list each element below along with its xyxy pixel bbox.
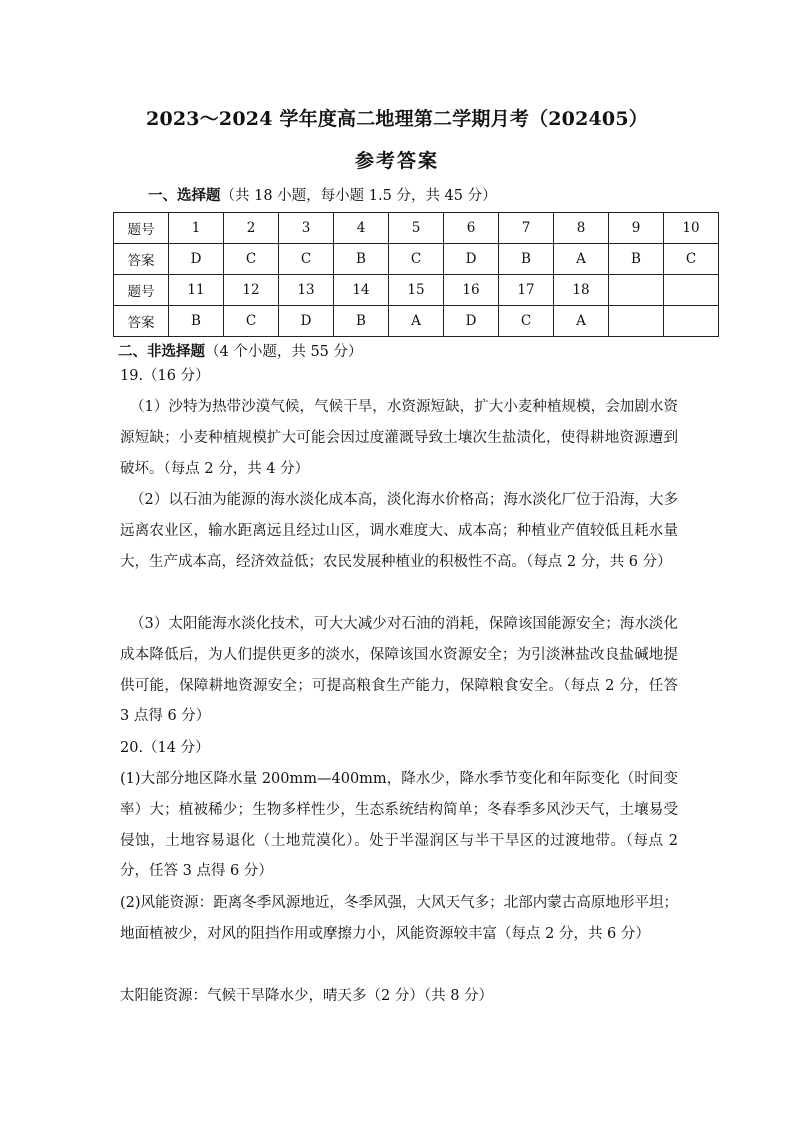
table-cell: 7 [499, 213, 554, 244]
table-row-numbers-1 [114, 213, 719, 244]
q20-answer-3: 太阳能资源：气候干旱降水少，晴天多（2 分）（共 8 分） [120, 988, 494, 1004]
table-cell [609, 275, 664, 306]
table-cell: 12 [224, 275, 279, 306]
table-cell [609, 306, 664, 337]
table-cell: 3 [279, 213, 334, 244]
table-cell: 9 [609, 213, 664, 244]
answer-table [113, 212, 719, 337]
table-cell: 14 [334, 275, 389, 306]
table-cell: C [664, 244, 719, 275]
table-cell: 18 [554, 275, 609, 306]
q20-answer-1: (1)大部分地区降水量 200mm—400mm，降水少，降水季节变化和年际变化（时间变率）大；植被稀少；生物多样性少，生态系统结构简单；冬春季多风沙天气，土壤易受侵蚀，土地容易退化（土地荒漠化）。处于半湿润区与半干旱区的过渡地带。（每点 2 分，任答 3 点得 6 分） [120, 771, 678, 880]
table-cell: 2 [224, 213, 279, 244]
table-row-answers-1 [114, 244, 719, 275]
table-cell: C [499, 306, 554, 337]
table-cell: 6 [444, 213, 499, 244]
table-cell [664, 306, 719, 337]
table-cell: 17 [499, 275, 554, 306]
q20-heading: 20.（14 分） [120, 740, 210, 756]
table-cell: 16 [444, 275, 499, 306]
table-cell: C [224, 244, 279, 275]
row-label-number: 题号 [114, 213, 169, 244]
table-cell: D [169, 244, 224, 275]
q19-answer-3: （3）太阳能海水淡化技术，可大大减少对石油的消耗，保障该国能源安全；海水淡化成本降低后，为人们提供更多的淡水，保障该国水资源安全；为引淡淋盐改良盐碱地提供可能，保障耕地资源安全；可提高粮食生产能力，保障粮食安全。（每点 2 分，任答 3 点得 6 分） [120, 616, 678, 725]
table-cell: B [334, 244, 389, 275]
section-1-title: 一、选择题 [148, 187, 221, 204]
table-cell: 15 [389, 275, 444, 306]
section-2-title: 二、非选择题 [118, 343, 205, 360]
row-label-number: 题号 [114, 275, 169, 306]
table-cell: 13 [279, 275, 334, 306]
table-cell: A [554, 306, 609, 337]
table-cell: 4 [334, 213, 389, 244]
section-2-note: （4 个小题，共 55 分） [205, 344, 363, 360]
q19-answer-1: （1）沙特为热带沙漠气候，气候干旱，水资源短缺，扩大小麦种植规模，会加剧水资源短缺；小麦种植规模扩大可能会因过度灌溉导致土壤次生盐渍化，使得耕地资源遭到破坏。（每点 2 分，共 4 分） [120, 399, 678, 477]
table-cell: C [279, 244, 334, 275]
table-cell: A [389, 306, 444, 337]
table-cell: C [224, 306, 279, 337]
table-cell: B [499, 244, 554, 275]
q20-answer-2: (2)风能资源：距离冬季风源地近，冬季风强，大风天气多；北部内蒙古高原地形平坦；地面植被少，对风的阻挡作用或摩擦力小，风能资源较丰富（每点 2 分，共 6 分） [120, 895, 678, 942]
table-cell: 1 [169, 213, 224, 244]
table-cell: A [554, 244, 609, 275]
table-cell [664, 275, 719, 306]
table-cell: 10 [664, 213, 719, 244]
table-row-answers-2 [114, 306, 719, 337]
document-subtitle: 参考答案 [354, 150, 439, 172]
table-cell: B [169, 306, 224, 337]
q19-answer-2: （2）以石油为能源的海水淡化成本高，淡化海水价格高；海水淡化厂位于沿海，大多远离农业区，输水距离远且经过山区，调水难度大、成本高；种植业产值较低且耗水量大，生产成本高，经济效益低；农民发展种植业的积极性不高。（每点 2 分，共 6 分） [120, 492, 678, 570]
q19-heading: 19.（16 分） [120, 368, 210, 384]
table-cell: D [279, 306, 334, 337]
document-title: 2023～2024 学年度高二地理第二学期月考（202405） [146, 108, 648, 130]
table-cell: B [334, 306, 389, 337]
table-cell: 5 [389, 213, 444, 244]
table-cell: 8 [554, 213, 609, 244]
table-cell: C [389, 244, 444, 275]
row-label-answer: 答案 [114, 306, 169, 337]
section-1-note: （共 18 小题，每小题 1.5 分，共 45 分） [220, 188, 497, 204]
section-1-heading [148, 184, 497, 205]
table-cell: 11 [169, 275, 224, 306]
row-label-answer: 答案 [114, 244, 169, 275]
table-row-numbers-2 [114, 275, 719, 306]
table-cell: D [444, 244, 499, 275]
table-cell: D [444, 306, 499, 337]
section-2-heading [118, 340, 363, 361]
table-cell: B [609, 244, 664, 275]
